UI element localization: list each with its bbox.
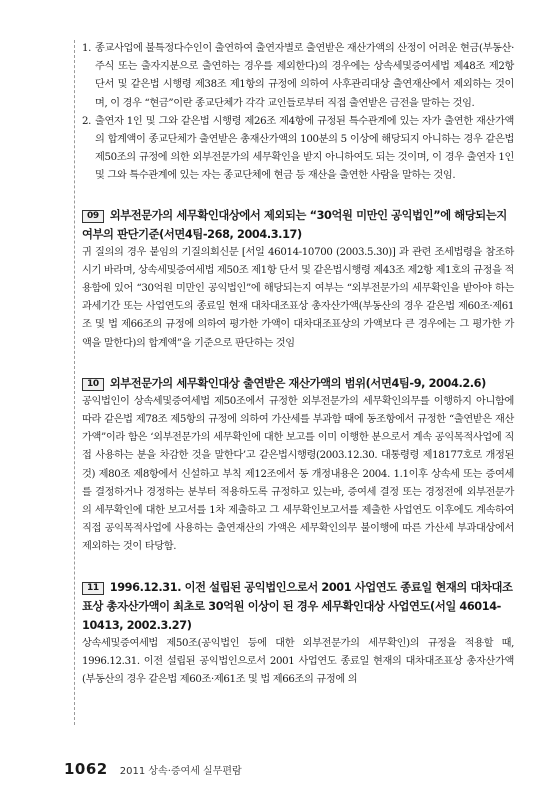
section-heading-text: 1996.12.31. 이전 설립된 공익법인으로서 2001 사업연도 종료일 현재의 대차대조표상 총자산가액이 최초로 30억원 이상이 된 경우 세무확인대상 사업연도(서일 46014-10413, 2002.3.27)	[82, 580, 513, 632]
list-item-text: 종교사업에 불특정다수인이 출연하여 출연자별로 출연받은 재산가액의 산정이 어려운 현금(부동산·주식 또는 출자지분으로 출연하는 경우를 제외한다)의 경우에는 상속세및증여세법 제48조 제2항 단서 및 같은법 시행령 제38조 제1항의 규정에 의하여 사후관리대상 출연재산에서 제외하는 것이며, 이 경우 “현금”이란 종교단체가 각각 교인들로부터 직접 출연받은 금전을 말하는 것임.	[95, 43, 514, 109]
section-heading	[82, 206, 514, 244]
section-heading	[82, 374, 514, 393]
section-number-badge: 10	[82, 378, 104, 391]
section-body: 상속세및증여세법 제50조(공익법인 등에 대한 외부전문가의 세무확인)의 규정을 적용할 때, 1996.12.31. 이전 설립된 공익법인으로서 2001 사업연도 종료일 현재의 대차대조표상 총자산가액(부동산의 경우 같은법 제60조·제61조 및 법 제66조의 규정에 의	[82, 637, 514, 686]
list-item-1	[82, 40, 514, 113]
section-number-badge: 09	[82, 210, 104, 223]
list-item-number: 2.	[82, 115, 92, 127]
margin-dashed-line	[74, 40, 75, 725]
list-item-text: 출연자 1인 및 그와 같은법 시행령 제26조 제4항에 규정된 특수관계에 있는 자가 출연한 재산가액의 합계액이 종교단체가 출연받은 총재산가액의 100분의 5 이상에 해당되지 아니하는 경우 같은법 제50조의 규정에 의한 외부전문가의 세무확인을 받지 아니하여도 되는 것이며, 이 경우 출연자 1인 및 그와 특수관계에 있는 자는 종교단체에 현금 등 재산을 출연한 사람을 말하는 것임.	[95, 115, 514, 182]
section-number-badge: 11	[82, 582, 104, 595]
page-content	[82, 40, 514, 689]
section-09	[82, 206, 514, 353]
section-10	[82, 374, 514, 557]
list-item-2	[82, 113, 514, 186]
section-heading-text: 외부전문가의 세무확인대상 출연받은 재산가액의 범위(서면4팀-9, 2004.2.6)	[109, 376, 486, 390]
section-heading-text: 외부전문가의 세무확인대상에서 제외되는 “30억원 미만인 공익법인”에 해당되는지 여부의 판단기준(서면4팀-268, 2004.3.17)	[82, 208, 507, 241]
page-footer	[64, 760, 242, 778]
section-body: 공익법인이 상속세및증여세법 제50조에서 규정한 외부전문가의 세무확인의무를 이행하지 아니함에 따라 같은법 제78조 제5항의 규정에 의하여 가산세를 부과함 때에 동조항에서 규정한 “출연받은 재산가액”이라 함은 ‘외부전문가의 세무확인에 대한 보고를 이미 이행한 분으로서 계속 공익목적사업에 직접 사용하는 분을 차감한 것을 말한다’고 같은법시행령(2003.12.30. 대통령령 제18177호로 개정된 것) 제80조 제8항에서 신설하고 부칙 제12조에서 동 개정내용은 2004. 1.1이후 상속세 또는 증여세를 결정하거나 경정하는 분부터 적용하도록 규정하고 있는바, 증여세 결정 또는 경정전에 외부전문가의 세무확인에 대한 보고서를 1차 제출하고 그 세무확인보고서를 제출한 사업연도 이후에도 계속하여 직접 공익목적사업에 사용하는 출연재산의 가액은 세무확인의무 불이행에 따른 가산세 부과대상에서 제외하는 것이 타당함.	[82, 395, 514, 553]
section-11	[82, 578, 514, 690]
section-body: 귀 질의의 경우 붙임의 기질의회신문 [서일 46014-10700 (2003.5.30)] 과 관련 조세법령을 참조하시기 바라며, 상속세및증여세법 제50조 제1항 단서 및 같은법시행령 제43조 제2항 제1호의 규정을 적용함에 있어 “30억원 미만인 공익법인”에 해당되는지 여부는 “외부전문가의 세무확인을 받아야 하는 과세기간 또는 사업연도의 종료일 현재 대차대조표상 총자산가액(부동산의 경우 같은법 제60조·제61조 및 법 제66조의 규정에 의하여 평가한 가액이 대차대조표상의 가액보다 큰 경우에는 그 평가한 가액을 말한다)의 합계액”을 기준으로 판단하는 것임	[82, 246, 514, 349]
book-title: 2011 상속·증여세 실무편람	[119, 766, 242, 777]
page-number: 1062	[64, 760, 108, 778]
list-item-number: 1.	[82, 43, 92, 54]
section-heading	[82, 578, 514, 635]
